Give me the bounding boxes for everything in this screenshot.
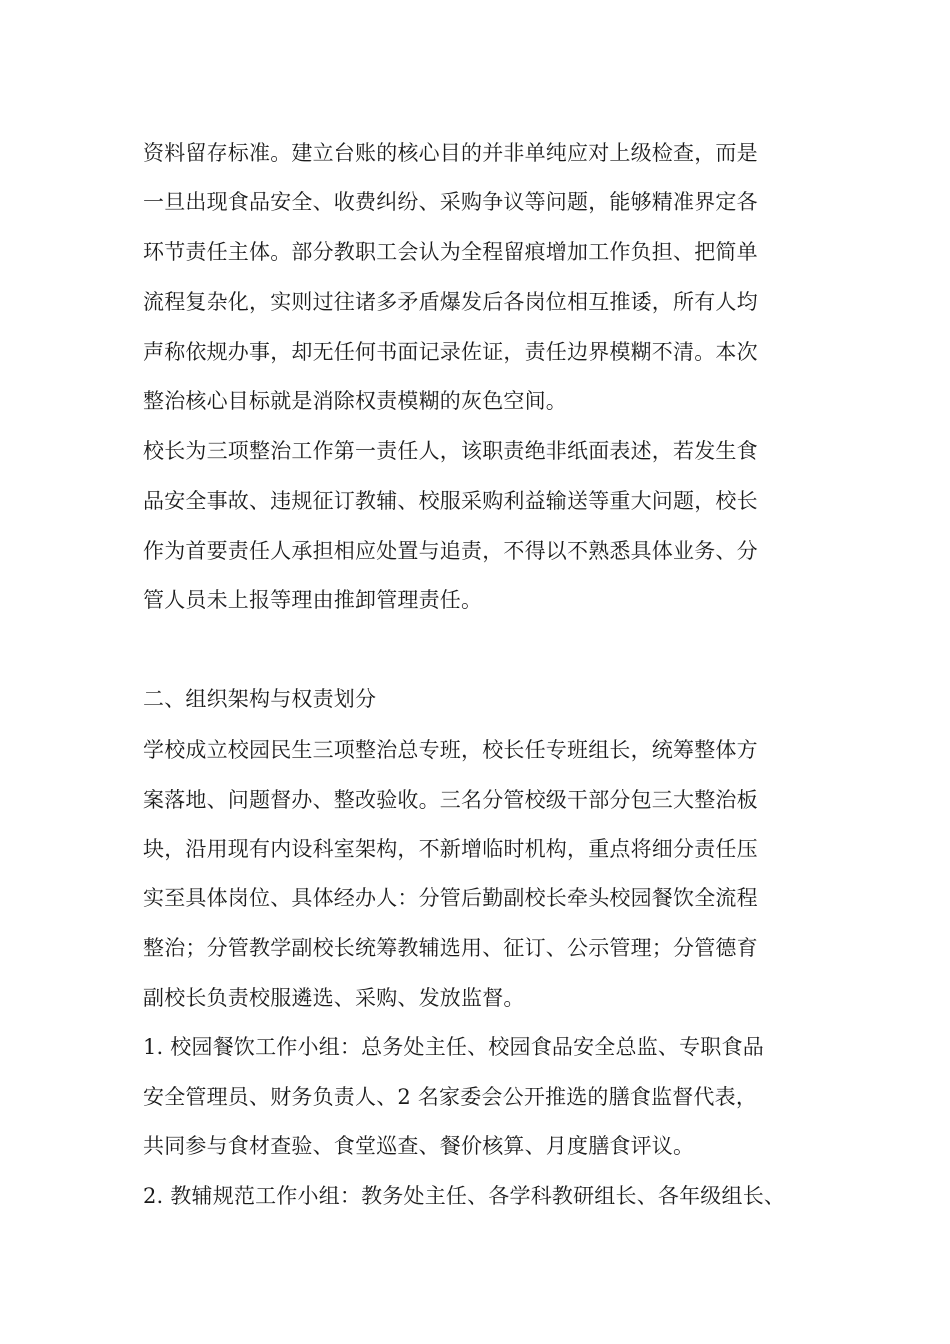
- paragraph-line: 校长为三项整治工作第一责任人，该职责绝非纸面表述，若发生食: [143, 439, 758, 463]
- paragraph-line: 块，沿用现有内设科室架构，不新增临时机构，重点将细分责任压: [143, 837, 758, 861]
- list-item-line: 安全管理员、财务负责人、2 名家委会公开推选的膳食监督代表，: [143, 1085, 758, 1109]
- paragraph-line: 一旦出现食品安全、收费纠纷、采购争议等问题，能够精准界定各: [143, 190, 758, 214]
- paragraph-line: 管人员未上报等理由推卸管理责任。: [143, 588, 483, 612]
- list-item-line: 1. 校园餐饮工作小组：总务处主任、校园食品安全总监、专职食品: [143, 1035, 764, 1059]
- paragraph-line: 学校成立校园民生三项整治总专班，校长任专班组长，统筹整体方: [143, 738, 758, 762]
- paragraph-line: 整治；分管教学副校长统筹教辅选用、征订、公示管理；分管德育: [143, 936, 758, 960]
- paragraph-line: 副校长负责校服遴选、采购、发放监督。: [143, 986, 525, 1010]
- paragraph-line: 品安全事故、违规征订教辅、校服采购利益输送等重大问题，校长: [143, 489, 758, 513]
- paragraph-line: 案落地、问题督办、整改验收。三名分管校级干部分包三大整治板: [143, 788, 758, 812]
- paragraph-line: 环节责任主体。部分教职工会认为全程留痕增加工作负担、把简单: [143, 240, 758, 264]
- paragraph-line: 流程复杂化，实则过往诸多矛盾爆发后各岗位相互推诿，所有人均: [143, 290, 758, 314]
- paragraph-line: 整治核心目标就是消除权责模糊的灰色空间。: [143, 389, 567, 413]
- paragraph-line: 实至具体岗位、具体经办人：分管后勤副校长牵头校园餐饮全流程: [143, 886, 758, 910]
- paragraph-line: 作为首要责任人承担相应处置与追责，不得以不熟悉具体业务、分: [143, 539, 758, 563]
- section-heading: 二、组织架构与权责划分: [143, 687, 377, 711]
- paragraph-line: 声称依规办事，却无任何书面记录佐证，责任边界模糊不清。本次: [143, 340, 758, 364]
- list-item-line: 2. 教辅规范工作小组：教务处主任、各学科教研组长、各年级组长、: [143, 1184, 786, 1208]
- list-item-line: 共同参与食材查验、食堂巡查、餐价核算、月度膳食评议。: [143, 1134, 695, 1158]
- paragraph-line: 资料留存标准。建立台账的核心目的并非单纯应对上级检查，而是: [143, 141, 758, 165]
